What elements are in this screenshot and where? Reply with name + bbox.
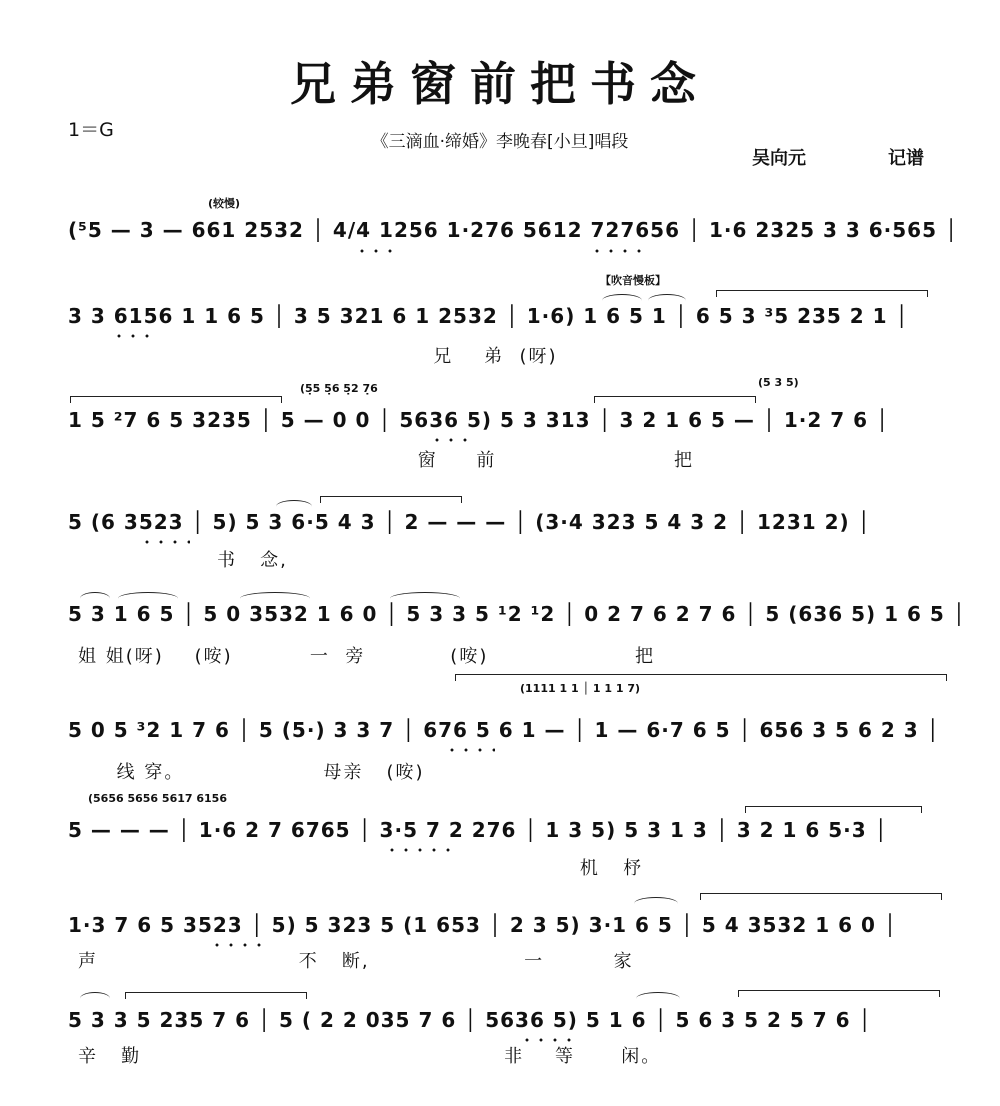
song-title: 兄弟窗前把书念 — [290, 57, 710, 111]
grace-notes: (5 3 5) — [758, 376, 799, 389]
phrase-bracket — [594, 396, 756, 403]
slur — [636, 992, 680, 1005]
slur — [634, 897, 678, 910]
song-subtitle: 《三滴血·缔婚》李晚春[小旦]唱段 — [371, 132, 629, 152]
score-line-5 — [0, 570, 1000, 680]
lyrics-line-4: 书 念, — [78, 550, 288, 571]
octave-dots — [590, 249, 650, 253]
octave-dots — [385, 848, 455, 852]
score-line-6 — [0, 670, 1000, 783]
notation-line-2: 3 3 6156 1 1 6 5 │ 3 5 321 6 1 2532 │ 1·6) 1 6 5 1 │ 6 5 3 ³5 235 2 1 │ — [68, 304, 909, 328]
lyrics-line-3: 窗 前 把 — [78, 450, 694, 471]
grace-notes: (5656 5656 5617 6156 — [88, 792, 227, 805]
notation-line-6: 5 0 5 ³2 1 7 6 │ 5 (5·) 3 3 7 │ 676 5 6 1 — │ 1 — 6·7 6 5 │ 656 3 5 6 2 3 │ — [68, 718, 940, 742]
transcriber-name: 吴向元 — [752, 148, 806, 169]
slur — [602, 294, 642, 307]
phrase-bracket — [745, 806, 922, 813]
score-line-8 — [0, 885, 1000, 995]
slur — [648, 294, 686, 307]
transcriber-role: 记谱 — [888, 148, 924, 169]
slur — [80, 592, 110, 605]
octave-dots — [445, 748, 495, 752]
slur — [118, 592, 178, 605]
lyrics-line-9: 辛 勤 非 等 闲。 — [78, 1046, 662, 1067]
octave-dots — [355, 249, 395, 253]
lyrics-line-5: 姐 姐(呀) (咹) 一 旁 (咹) 把 — [78, 646, 656, 667]
notation-line-4: 5 (6 3523 │ 5) 5 3 6·5 4 3 │ 2 — — — │ (3·4 323 5 4 3 2 │ 1231 2) │ — [68, 510, 871, 534]
phrase-bracket — [125, 992, 307, 999]
slur — [240, 592, 310, 605]
lyrics-line-6: 线 穿。 母亲 (咹) — [78, 762, 425, 783]
octave-dots — [430, 438, 475, 442]
tempo-annotation: (较慢) — [208, 197, 241, 210]
lyrics-line-7: 机 杼 — [78, 858, 644, 879]
score-line-2 — [0, 268, 1000, 378]
style-annotation: 【吹音慢板】 — [600, 274, 666, 287]
phrase-bracket — [716, 290, 928, 297]
phrase-bracket — [738, 990, 940, 997]
notation-line-3: 1 5 ²7 6 5 3235 │ 5 — 0 0 │ 5636 5) 5 3 313 │ 3 2 1 6 5 — │ 1·2 7 6 │ — [68, 408, 890, 432]
phrase-bracket — [70, 396, 282, 403]
score-line-3 — [0, 378, 1000, 488]
notation-line-1: (⁵5 — 3 — 661 2532 │ 4/4 1256 1·276 5612 727656 │ 1·6 2325 3 3 6·565 │ — [68, 218, 959, 242]
notation-line-9: 5 3 3 5 235 7 6 │ 5 ( 2 2 035 7 6 │ 5636 5) 5 1 6 │ 5 6 3 5 2 5 7 6 │ — [68, 1008, 872, 1032]
key-signature: 1＝G — [68, 119, 114, 141]
notation-line-7: 5 — — — │ 1·6 2 7 6765 │ 3·5 7 2 276 │ 1 3 5) 5 3 1 3 │ 3 2 1 6 5·3 │ — [68, 818, 888, 842]
phrase-bracket — [700, 893, 942, 900]
notation-line-8: 1·3 7 6 5 3523 │ 5) 5 323 5 (1 653 │ 2 3 5) 3·1 6 5 │ 5 4 3532 1 6 0 │ — [68, 913, 897, 937]
score-line-9 — [0, 980, 1000, 1090]
score-line-7 — [0, 788, 1000, 898]
lyrics-line-8: 声 不 断, 一 家 — [78, 951, 634, 972]
notation-line-5: 5 3 1 6 5 │ 5 0 3532 1 6 0 │ 5 3 3 5 ¹2 ¹2 │ 0 2 7 6 2 7 6 │ 5 (636 5) 1 6 5 │ — [68, 602, 966, 626]
octave-dots — [112, 334, 157, 338]
phrase-bracket — [455, 674, 947, 681]
phrase-bracket — [320, 496, 462, 503]
octave-dots — [140, 540, 190, 544]
grace-notes: (5̣5 5̣6 5̣2 7̣6 — [300, 382, 378, 395]
grace-notes: (1111 1 1 │ 1 1 1 7) — [520, 682, 641, 695]
lyrics-line-2: 兄 弟 (呀) — [78, 346, 558, 367]
slur — [276, 500, 312, 513]
slur — [390, 592, 460, 605]
slur — [80, 992, 110, 1005]
